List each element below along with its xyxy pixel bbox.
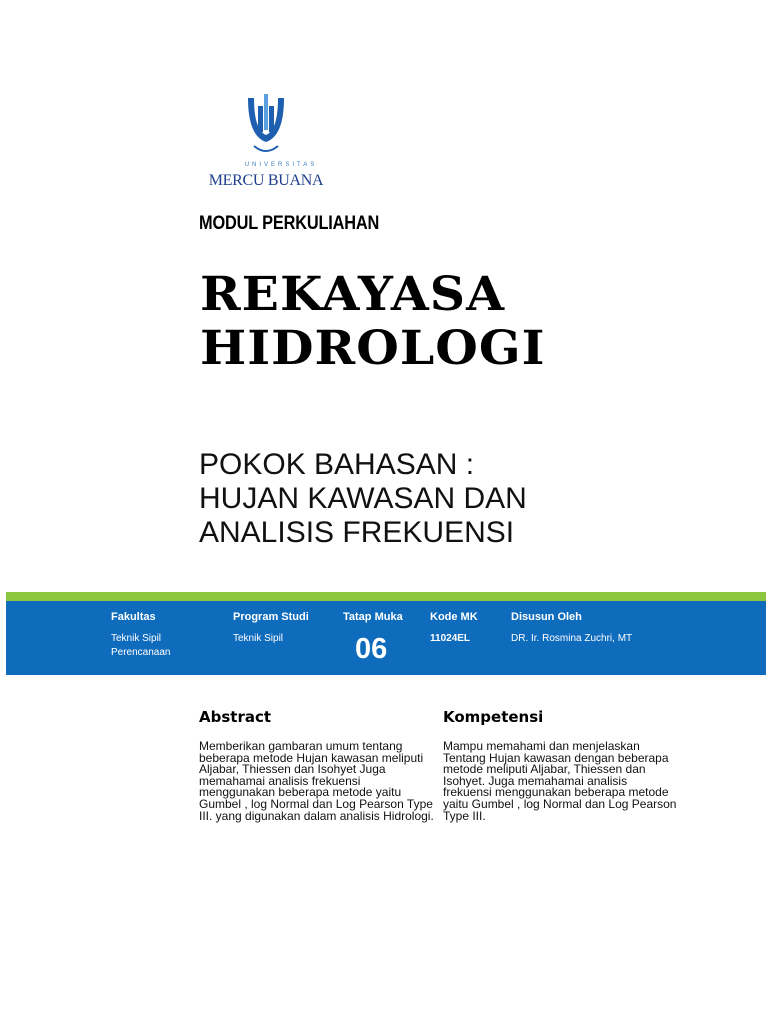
fakultas-label: Fakultas	[111, 611, 156, 623]
tatap-muka-label: Tatap Muka	[343, 611, 403, 623]
abstract-body: Memberikan gambaran umum tentang beberapa metode Hujan kawasan meliputi Aljabar, Thiessen dan Isohyet Juga memahamai analisis frekuensi menggunakan beberapa metode yaitu Gumbel , log Normal dan Log Pearson Type III. yang digunakan dalam analisis Hidrologi.	[199, 739, 434, 823]
title-line-1: REKAYASA	[200, 267, 506, 322]
accent-stripe	[6, 592, 766, 601]
subtitle-line-3: ANALISIS FREKUENSI	[199, 516, 515, 549]
subtitle-line-1: POKOK BAHASAN :	[199, 448, 475, 481]
fakultas-value	[111, 632, 171, 660]
document-title	[200, 268, 741, 376]
kompetensi-heading: Kompetensi	[443, 708, 544, 726]
subtitle-line-2: HUJAN KAWASAN DAN	[199, 482, 527, 515]
document-subtitle	[199, 448, 699, 550]
course-info-band	[6, 601, 766, 675]
fakultas-value-line-2: Perencanaan	[111, 647, 171, 658]
disusun-oleh-value: DR. Ir. Rosmina Zuchri, MT	[511, 633, 633, 644]
program-studi-label: Program Studi	[233, 611, 309, 623]
kode-mk-label: Kode MK	[430, 611, 478, 623]
university-logo	[196, 88, 336, 198]
document-kicker: MODUL PERKULIAHAN	[199, 213, 380, 234]
mercu-buana-emblem-icon	[244, 92, 288, 162]
tatap-muka-value: 06	[355, 633, 388, 665]
disusun-oleh-label: Disusun Oleh	[511, 611, 582, 623]
kompetensi-body: Mampu memahami dan menjelaskan Tentang Hujan kawasan dengan beberapa metode meliputi Aljabar, Thiessen dan Isohyet. Juga memahamai analisis frekuensi menggunakan beberapa metode yaitu Gumbel , log Normal dan Log Pearson Type III.	[443, 739, 677, 823]
logo-university-label: UNIVERSITAS	[244, 162, 318, 168]
program-studi-value: Teknik Sipil	[233, 633, 284, 644]
kode-mk-value: 11024EL	[430, 633, 471, 644]
title-line-2: HIDROLOGI	[200, 321, 546, 376]
fakultas-value-line-1: Teknik Sipil	[111, 633, 162, 644]
logo-university-name: MERCU BUANA	[208, 172, 324, 189]
abstract-heading: Abstract	[199, 708, 272, 726]
